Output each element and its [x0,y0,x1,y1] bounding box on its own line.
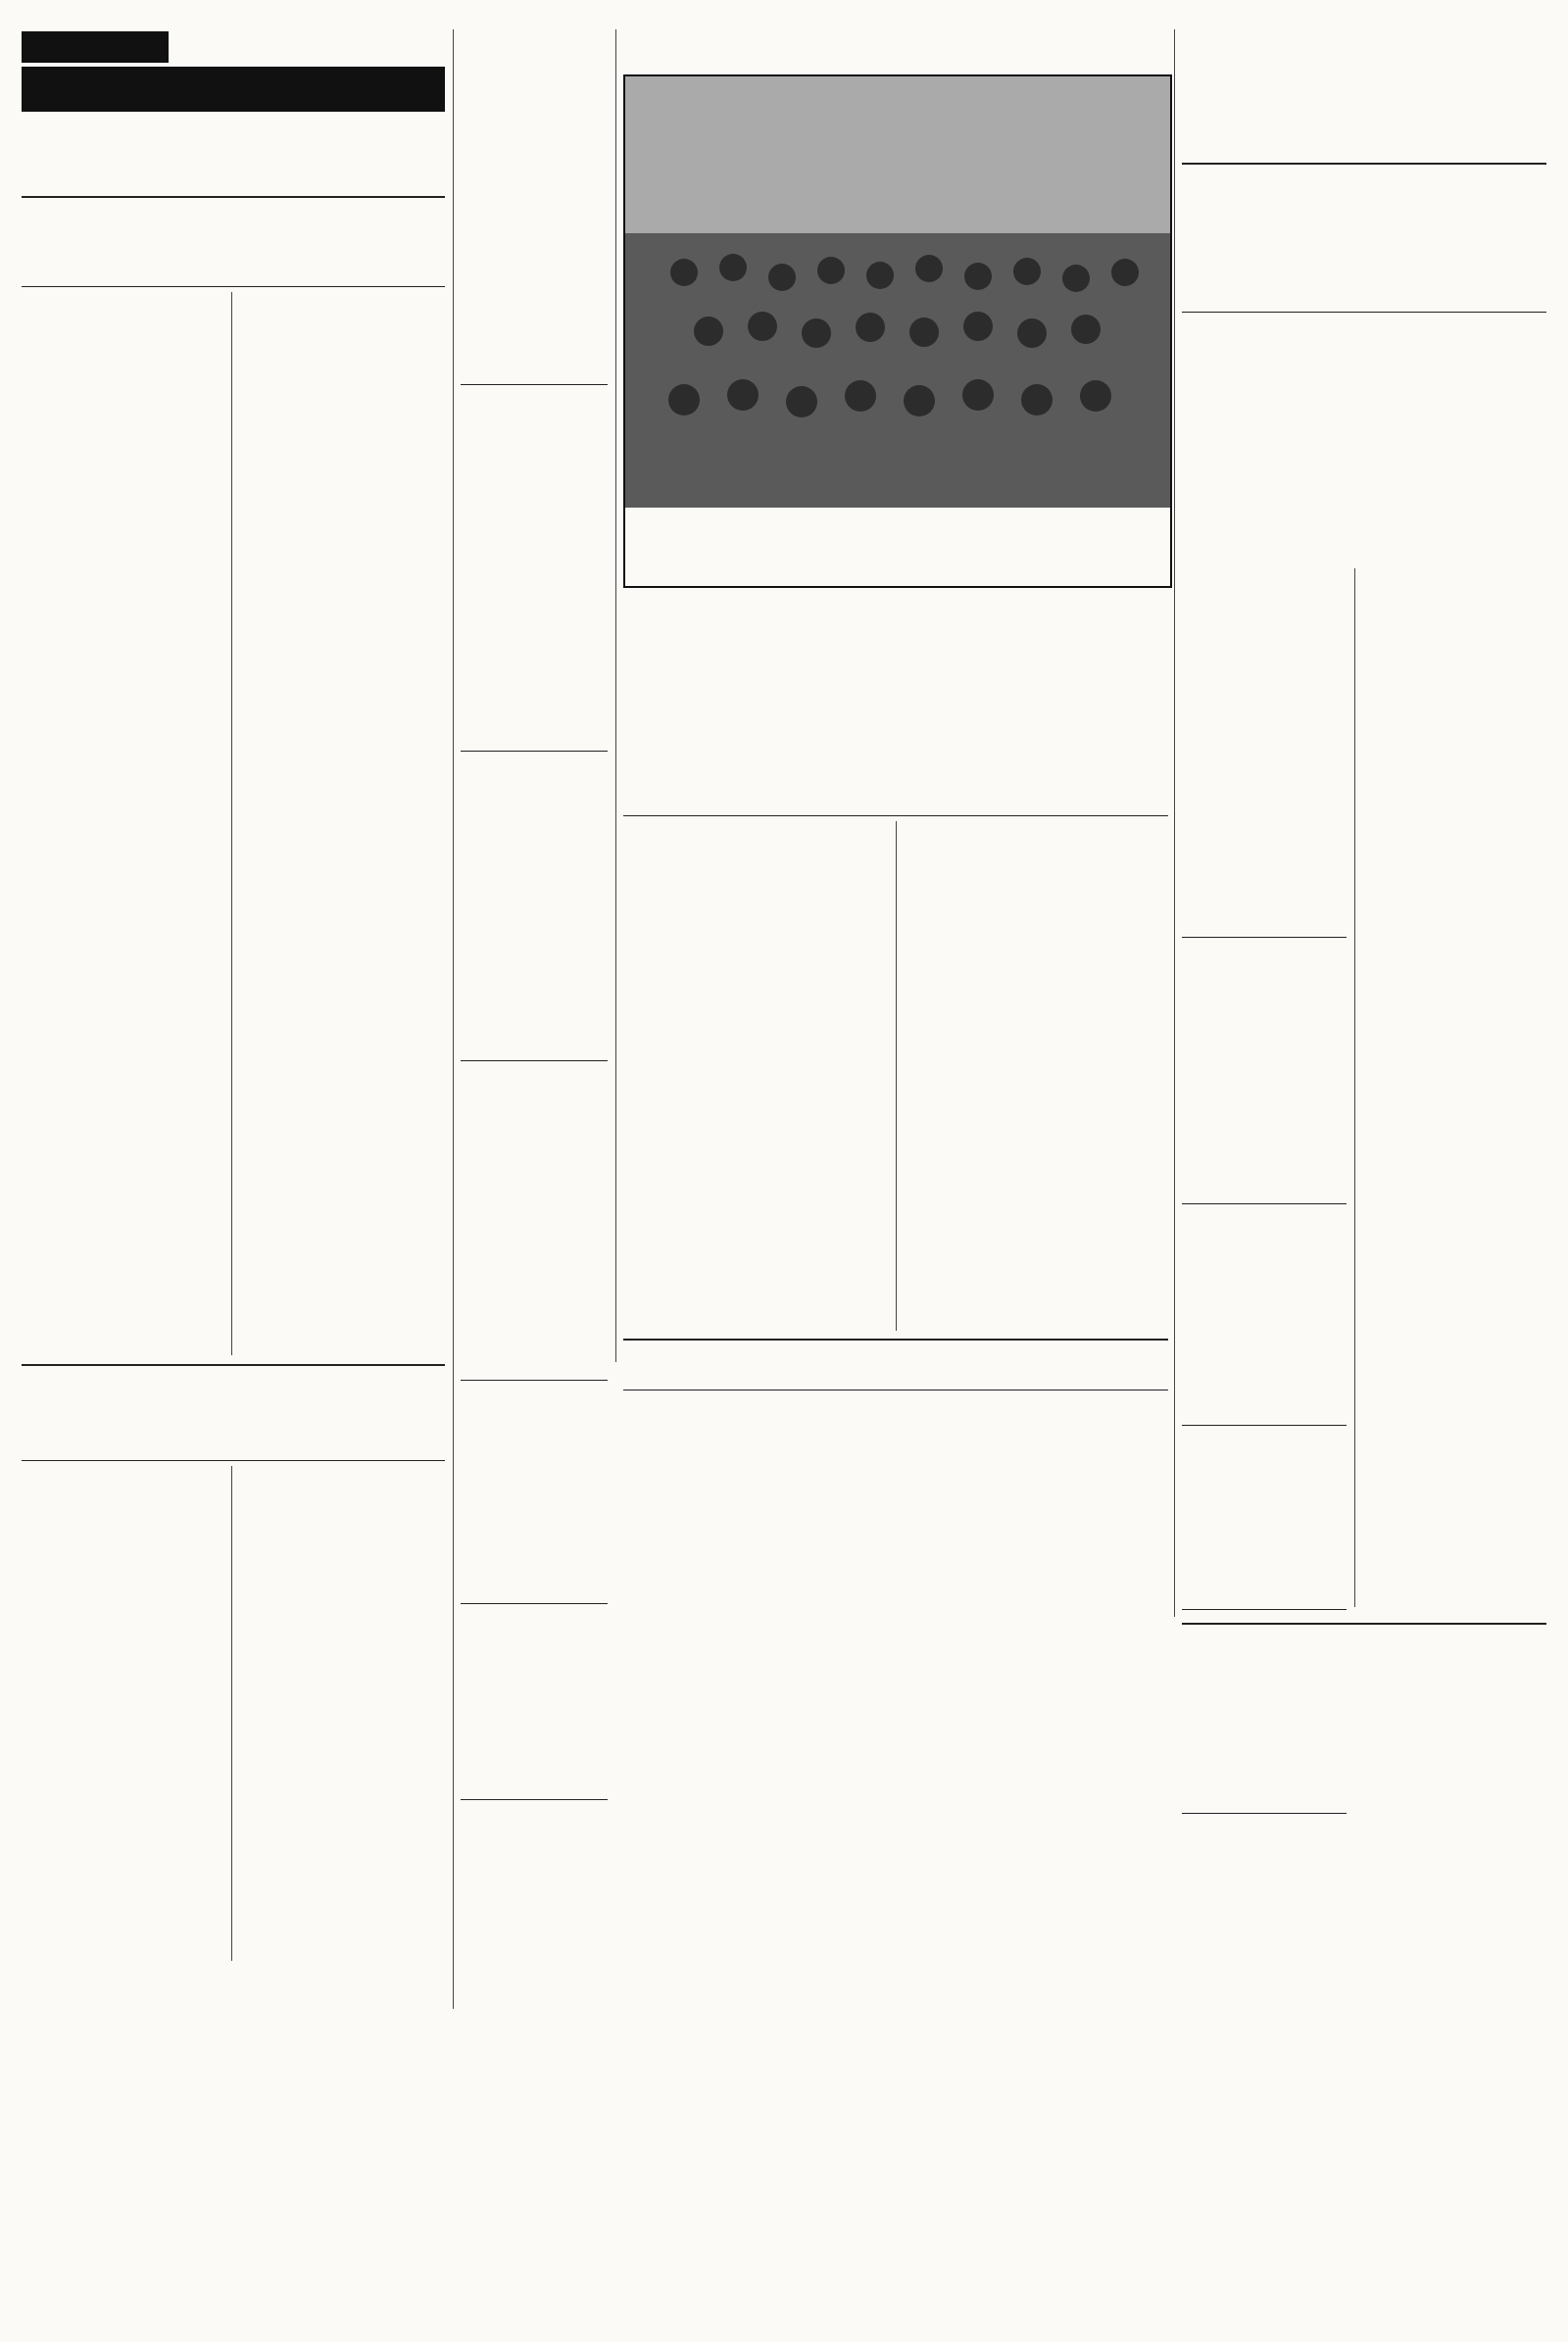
photo-silhouettes-icon [625,76,1170,508]
col3-text1 [461,172,608,378]
col1-text-b [22,1058,223,1235]
photo-box [623,74,1172,588]
col5-text2 [1182,1052,1347,1199]
col5-text4 [1182,1478,1347,1605]
accidents-text-right [239,1466,445,1760]
col4-text-bottom-right [902,1395,1168,1621]
col3-text7 [461,1842,608,1999]
accidents-text-left3 [22,1963,445,2002]
col2-text-inst [239,1209,445,1356]
sports-text-left [1182,317,1358,582]
accidents-text-right2 [239,1781,445,1958]
sports-text-right [1364,317,1546,1601]
col3-text4 [461,1119,608,1374]
col3-text5 [461,1440,608,1597]
page-label [22,31,169,63]
col2-text-bot [239,992,445,1188]
accidents-text-left [22,1466,223,1726]
photo-caption [629,512,1166,584]
jobs-text [1182,1668,1546,1785]
col3-text2 [461,480,608,745]
col1-text-a [22,292,223,1037]
col4-text-right [902,821,1168,1331]
col2-text-mid [239,637,445,970]
col3-text6 [461,1646,608,1793]
col2-text-top [239,292,445,615]
col3-text3 [461,809,608,1054]
col5-text3 [1182,1274,1347,1421]
col4-text-bottom-left [623,1395,890,1621]
col5-text1 [1182,717,1347,933]
students-group-photo [625,76,1170,508]
section-header [22,67,445,112]
col4-text-left [623,821,890,1331]
col1-text-c [22,1257,223,1355]
col5-text6 [1182,1852,1347,2009]
accidents-text-left2 [22,1746,223,1942]
